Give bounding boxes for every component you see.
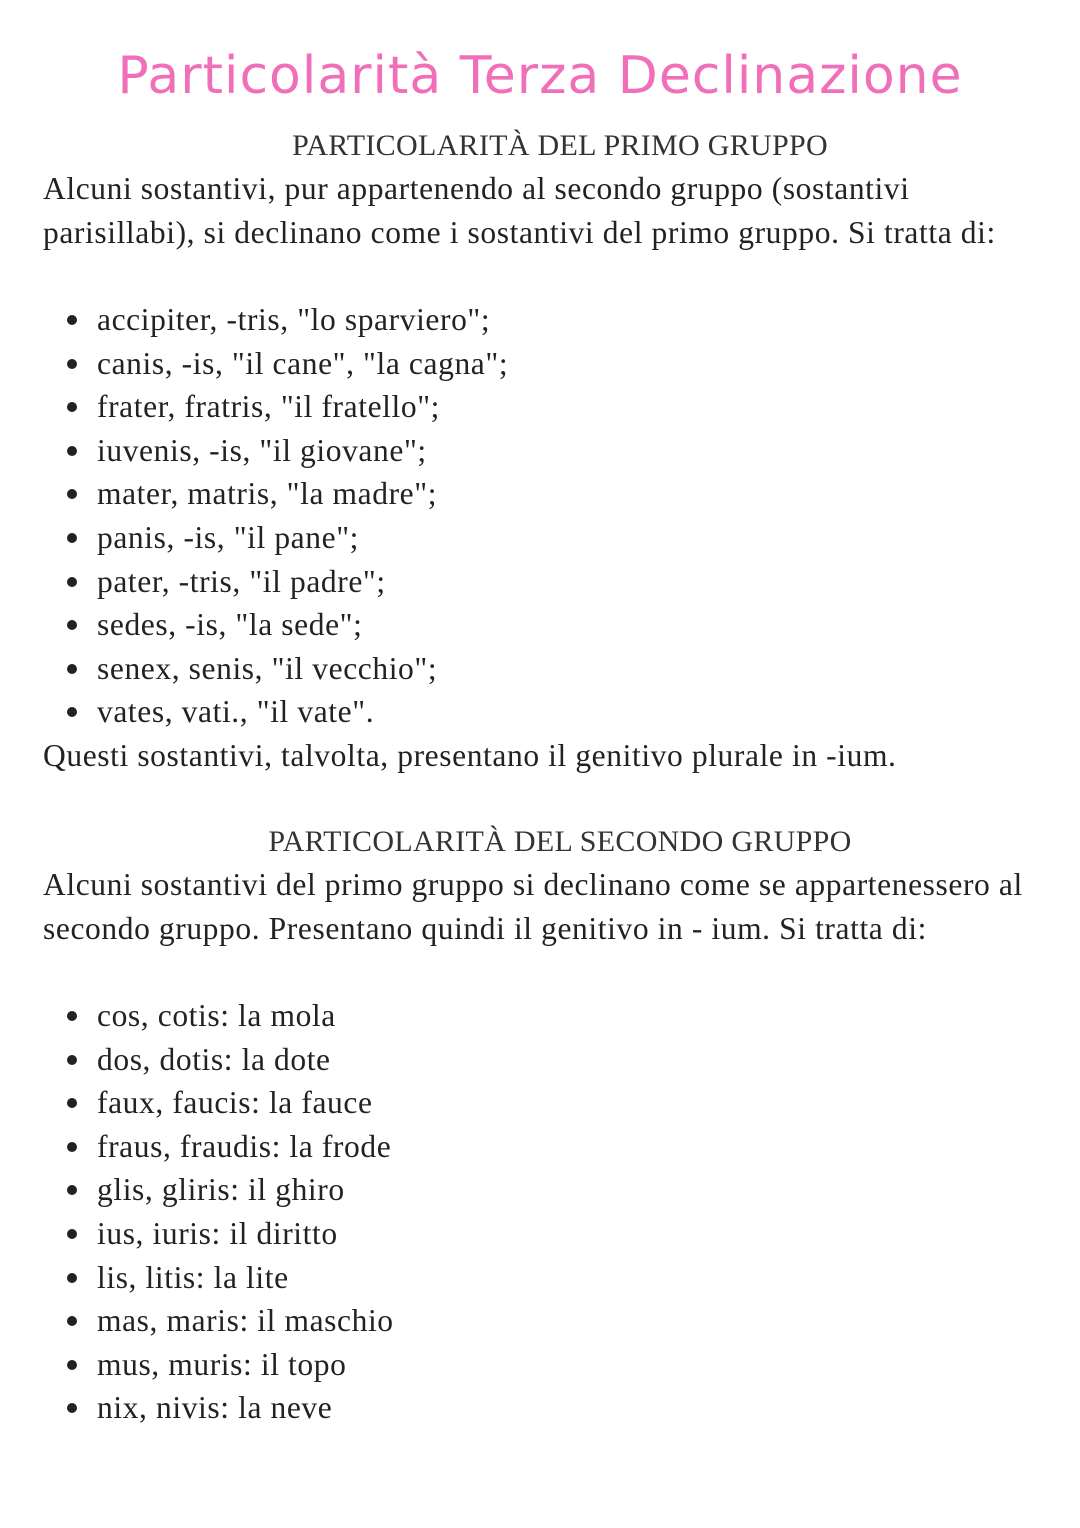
list-item-text: vates, vati., "il vate". (97, 694, 375, 730)
list-item (60, 429, 508, 473)
bullet-icon (67, 707, 77, 717)
list-item-text: mas, maris: il maschio (97, 1303, 394, 1339)
page-title: Particolarità Terza Declinazione (117, 46, 963, 106)
list-item-text: glis, gliris: il ghiro (97, 1172, 345, 1208)
list-item (60, 994, 394, 1038)
list-item-text: dos, dotis: la dote (97, 1041, 331, 1077)
list-item-text: frater, fratris, "il fratello"; (97, 389, 441, 425)
list-item (60, 1299, 394, 1343)
list-item (60, 472, 508, 516)
bullet-icon (67, 1185, 77, 1195)
section-heading-secondo-gruppo: PARTICOLARITÀ DEL SECONDO GRUPPO (268, 825, 852, 858)
bullet-icon (67, 446, 77, 456)
list-item-text: iuvenis, -is, "il giovane"; (97, 432, 427, 468)
bullet-icon (67, 1360, 77, 1370)
list-item-text: faux, faucis: la fauce (97, 1085, 373, 1121)
list-item (60, 603, 508, 647)
list-item-text: canis, -is, "il cane", "la cagna"; (97, 345, 509, 381)
list-item (60, 1038, 394, 1082)
list-item-text: ius, iuris: il diritto (97, 1215, 338, 1251)
bullet-icon (67, 1142, 77, 1152)
list-item (60, 1081, 394, 1125)
list-item-text: panis, -is, "il pane"; (97, 519, 360, 555)
list-item (60, 1212, 394, 1256)
list-item-text: pater, -tris, "il padre"; (97, 563, 386, 599)
bullet-icon (67, 664, 77, 674)
list-item (60, 298, 508, 342)
bullet-icon (67, 1403, 77, 1413)
list-item-text: sedes, -is, "la sede"; (97, 607, 363, 643)
list-item-text: lis, litis: la lite (97, 1259, 289, 1295)
bullet-icon (67, 1273, 77, 1283)
list-item-text: accipiter, -tris, "lo sparviero"; (97, 302, 491, 337)
section2-intro: Alcuni sostantivi del primo gruppo si declinano come se appartenessero al secondo gruppo. Presentano quindi il genitivo in - ium. Si tratta di: (43, 867, 1023, 946)
list-item (60, 516, 508, 560)
bullet-icon (67, 359, 77, 369)
list-item (60, 1168, 394, 1212)
bullet-icon (67, 489, 77, 499)
bullet-icon (67, 1055, 77, 1065)
section2-list (60, 994, 394, 1430)
bullet-icon (67, 1098, 77, 1108)
bullet-icon (67, 1011, 77, 1021)
list-item-text: nix, nivis: la neve (97, 1390, 333, 1426)
list-item (60, 1125, 394, 1169)
list-item-text: senex, senis, "il vecchio"; (97, 650, 438, 686)
list-item-text: fraus, fraudis: la frode (97, 1128, 392, 1164)
list-item-text: mater, matris, "la madre"; (97, 476, 438, 512)
bullet-icon (67, 315, 77, 325)
bullet-icon (67, 1316, 77, 1326)
list-item (60, 342, 508, 386)
list-item (60, 1256, 394, 1300)
list-item-text: mus, muris: il topo (97, 1346, 347, 1382)
section1-list (60, 298, 508, 734)
bullet-icon (67, 533, 77, 543)
list-item (60, 385, 508, 429)
list-item (60, 690, 508, 734)
section-heading-primo-gruppo: PARTICOLARITÀ DEL PRIMO GRUPPO (292, 129, 828, 162)
bullet-icon (67, 577, 77, 587)
bullet-icon (67, 402, 77, 412)
bullet-icon (67, 1229, 77, 1239)
list-item (60, 647, 508, 691)
list-item (60, 560, 508, 604)
list-item (60, 1343, 394, 1387)
section1-intro: Alcuni sostantivi, pur appartenendo al secondo gruppo (sostantivi parisillabi), si declinano come i sostantivi del primo gruppo. Si tratta di: (43, 171, 996, 250)
bullet-icon (67, 620, 77, 630)
section1-closing: Questi sostantivi, talvolta, presentano il genitivo plurale in -ium. (43, 738, 897, 773)
list-item-text: cos, cotis: la mola (97, 998, 336, 1033)
list-item (60, 1386, 394, 1430)
